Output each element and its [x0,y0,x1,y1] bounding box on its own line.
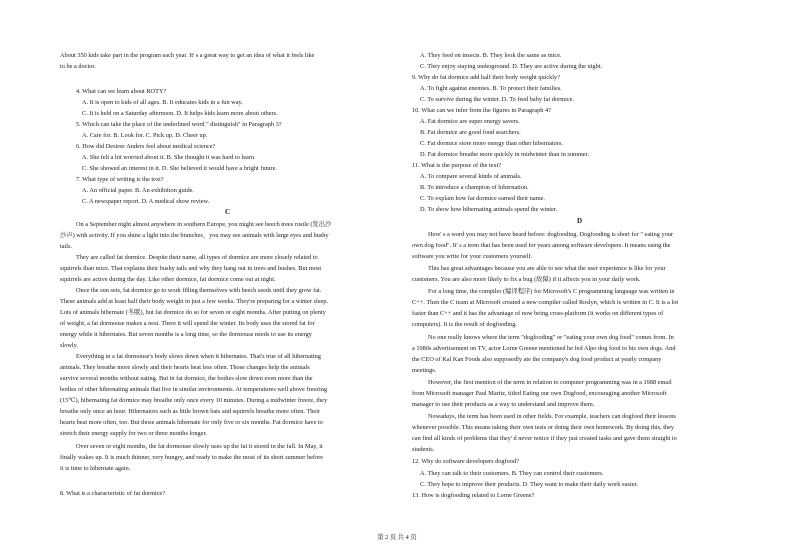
text-line: 沙声) with activity. If you shine a light into the branches，you may see animals with large eyes and bushy [60,232,329,239]
option-line: D. To show how hibernating animals spend the winter. [420,206,558,213]
option-line: C. She showed an interest in it. D. She believed it would have a bright future. [82,165,277,172]
text-line: tails. [60,243,73,250]
text-line: the CEO of Kal Kan Foods also supposedly ate the company's dog food product at yearly company [412,356,662,363]
question: 11. What is the purpose of the text? [412,162,502,169]
text-line: Lots of animals hibernate (冬眠), but fat dormice do so for seven or eight months. After putting on plenty [60,309,326,316]
option-line: C. To explain how fat dormice earned their name. [420,195,545,202]
question: 9. Why do fat dormice add half their body weight quickly? [412,74,560,81]
text-line: Nowadays, the term has been used in other fields. For example, teachers can dogfood their lessons [428,413,676,420]
text-line: bodies of other hibernating animals that live in similar environments. At temperatures well above freezing [60,386,328,393]
text-line: customers. You are also more likely to fix a bug (故障) if it affects you in your daily work. [412,276,641,283]
option-line: C. They enjoy staying underground. D. They are active during the night. [420,63,603,70]
question: 6. How did Desiree Anders feel about medical science? [76,143,216,150]
text-line: whenever possible. This means taking their own tests or doing their own homework. By doing this, they [412,424,675,431]
question: 10. What can we infer from the figures in Paragraph 4? [412,107,551,114]
text-line: faster than C++ and it has the advantage of now being cross-platform (it works on different types of [412,310,664,317]
text-line: squirrels than mice. That explains their bushy tails and why they hang out in trees and bushes. But most [60,265,322,272]
text-line: They are called fat dormice. Despite their name, all types of dormice are more closely related to [76,254,318,261]
text-line: Over seven or eight months, the fat dormouse slowly uses up the fat it stored in the fall. In May, it [76,443,323,450]
text-line: Everything in a fat dormouse's body slows down when it hibernates. That's true of all hibernating [76,353,321,360]
option-line: A. They can talk to their customers. B. They can control their customers. [420,470,604,477]
option-line: A. To fight against enemies. B. To protect their families. [420,85,562,92]
option-line: A. An official paper. B. An exhibition guide. [82,187,194,194]
option-line: A. Fat dormice are super energy savers. [420,118,520,125]
text-line: No one really knows where the term "dogfooding" or "eating your own dog food" comes from. In [428,334,674,341]
text-line: a 1980s advertisement on TV, actor Lorne Greene mentioned he fed Alpo dog food to his own dogs. And [412,345,676,352]
text-line: software you write for your customers yourself. [412,253,533,260]
option-line: A. To compare several kinds of animals. [420,173,522,180]
option-line: C. A newspaper report. D. A medical show review. [82,198,210,205]
option-line: C. They hope to improve their products. D. They want to make their daily work easier. [420,481,638,488]
option-line: C. Fat dormice store more energy than other hibernators. [420,140,563,147]
text-line: computers). It is the result of dogfooding. [412,321,517,328]
text-line: C++. Then the C team at Microsoft created a new compiler called Roslyn, which is written in C. It is a lot [412,299,679,306]
question: 7. What type of writing is the text? [76,176,164,183]
text-line: animals. They breathe more slowly and their hearts beat less often. Those changes help the animals [60,364,310,371]
text-line: hearts beat more often, too. But those animals hibernate for only five or six months. Fat dormice have to [60,419,323,426]
option-line: B. To introduce a champion of hibernation. [420,184,529,191]
text-line: it is time to hibernate again. [60,465,131,472]
text-line: This has great advantages because you are able to see what the user experience is like for your [428,265,666,272]
text-line: breathe only once an hour. Hibernators such as little brown bats and squirrels breathe more often. Their [60,408,321,415]
text-line: These animals add at least half their body weight in just a few weeks. They're preparing for a winter sleep. [60,298,329,305]
text-line: from Microsoft manager Paul Maritz, titled Eating our own Dogfood, encouraging another Microsoft [412,390,667,397]
question: 5. Which can take the place of the underlined word " distinguish" in Paragraph 3? [76,121,282,128]
text-line: own dog food". It' s a term that has been used for years among software developers. It means using the [412,242,671,249]
text-line: For a long time, the compiler (编译程序) for Microsoft's C programming language was written in [428,288,675,295]
text-line: manager to use their products as a way to understand and improve them. [412,401,595,408]
text-line: students. [412,446,435,453]
option-line: A. Care for. B. Look for. C. Pick up. D. Cheer up. [82,132,208,139]
page-footer: 第 2 页 共 4 页 [377,534,417,541]
text-line: finally wakes up. It is much thinner, very hungry, and ready to make the most of its short summer before [60,454,324,461]
question: 13. How is dogfooding related to Lorne Greene? [412,492,535,499]
text-line: However, the first mention of the term in relation to computer programming was in a 1988 email [428,379,672,386]
option-line: A. She felt a bit worried about it. B. She thought it was hard to learn. [82,154,256,161]
text-line: On a September night almost anywhere in southern Europe, you might see beech trees rustle (发出沙 [76,221,332,228]
text-line: to be a doctor. [60,63,96,70]
text-line: Here' s a word you may not have heard before: dogfooding. Dogfooding is short for " eating your [428,231,674,238]
section-heading: D [577,217,583,225]
text-line: survive several months without eating. But in fat dormice, the bodies slow down even more than the [60,375,313,382]
text-line: of weight, a fat dormouse makes a nest. There it will spend the winter. Its body uses the stored fat for [60,320,315,327]
section-heading: C [225,208,231,216]
text-line: meetings. [412,367,437,374]
option-line: B. Fat dormice are good food searchers. [420,129,521,136]
option-line: A. It is open to kids of all ages. B. It educates kids in a fun way. [82,99,243,106]
text-line: (15℃), hibernating fat dormice may breathe only once every 10 minutes. During a midwinter freeze, they [60,397,328,404]
text-line: stretch their energy supply for two or three months longer. [60,430,207,437]
question: 8. What is a characteristic of fat dormice? [60,490,166,497]
option-line: D. Fat dormice breathe more quickly in midwinter than in summer. [420,151,589,158]
text-line: energy while it hibernates. But seven months is a long time, so the dormouse needs to use its energy [60,331,312,338]
text-line: About 350 kids take part in the program each year. It' s a great way to get an idea of what it feels like [60,52,315,59]
option-line: C. To survive during the winter. D. To feed baby fat dormice. [420,96,574,103]
text-line: Once the sun sets, fat dormice go to work filling themselves with beech seeds until they grow fat. [76,287,322,294]
question: 4. What can we learn about ROTY? [76,88,167,95]
text-line: can find all kinds of problems that they' d never notice if they just created tasks and gave them straight to [412,435,677,442]
option-line: C. It is held on a Saturday afternoon. D. It helps kids learn more about others. [82,110,278,117]
question: 12. Why do software developers dogfood? [412,458,519,465]
text-line: slowly. [60,342,78,349]
text-line: squirrels are active during the day. Like other dormice, fat dormice come out at night. [60,276,276,283]
option-line: A. They feed on insects. B. They look the same as mice. [420,52,562,59]
